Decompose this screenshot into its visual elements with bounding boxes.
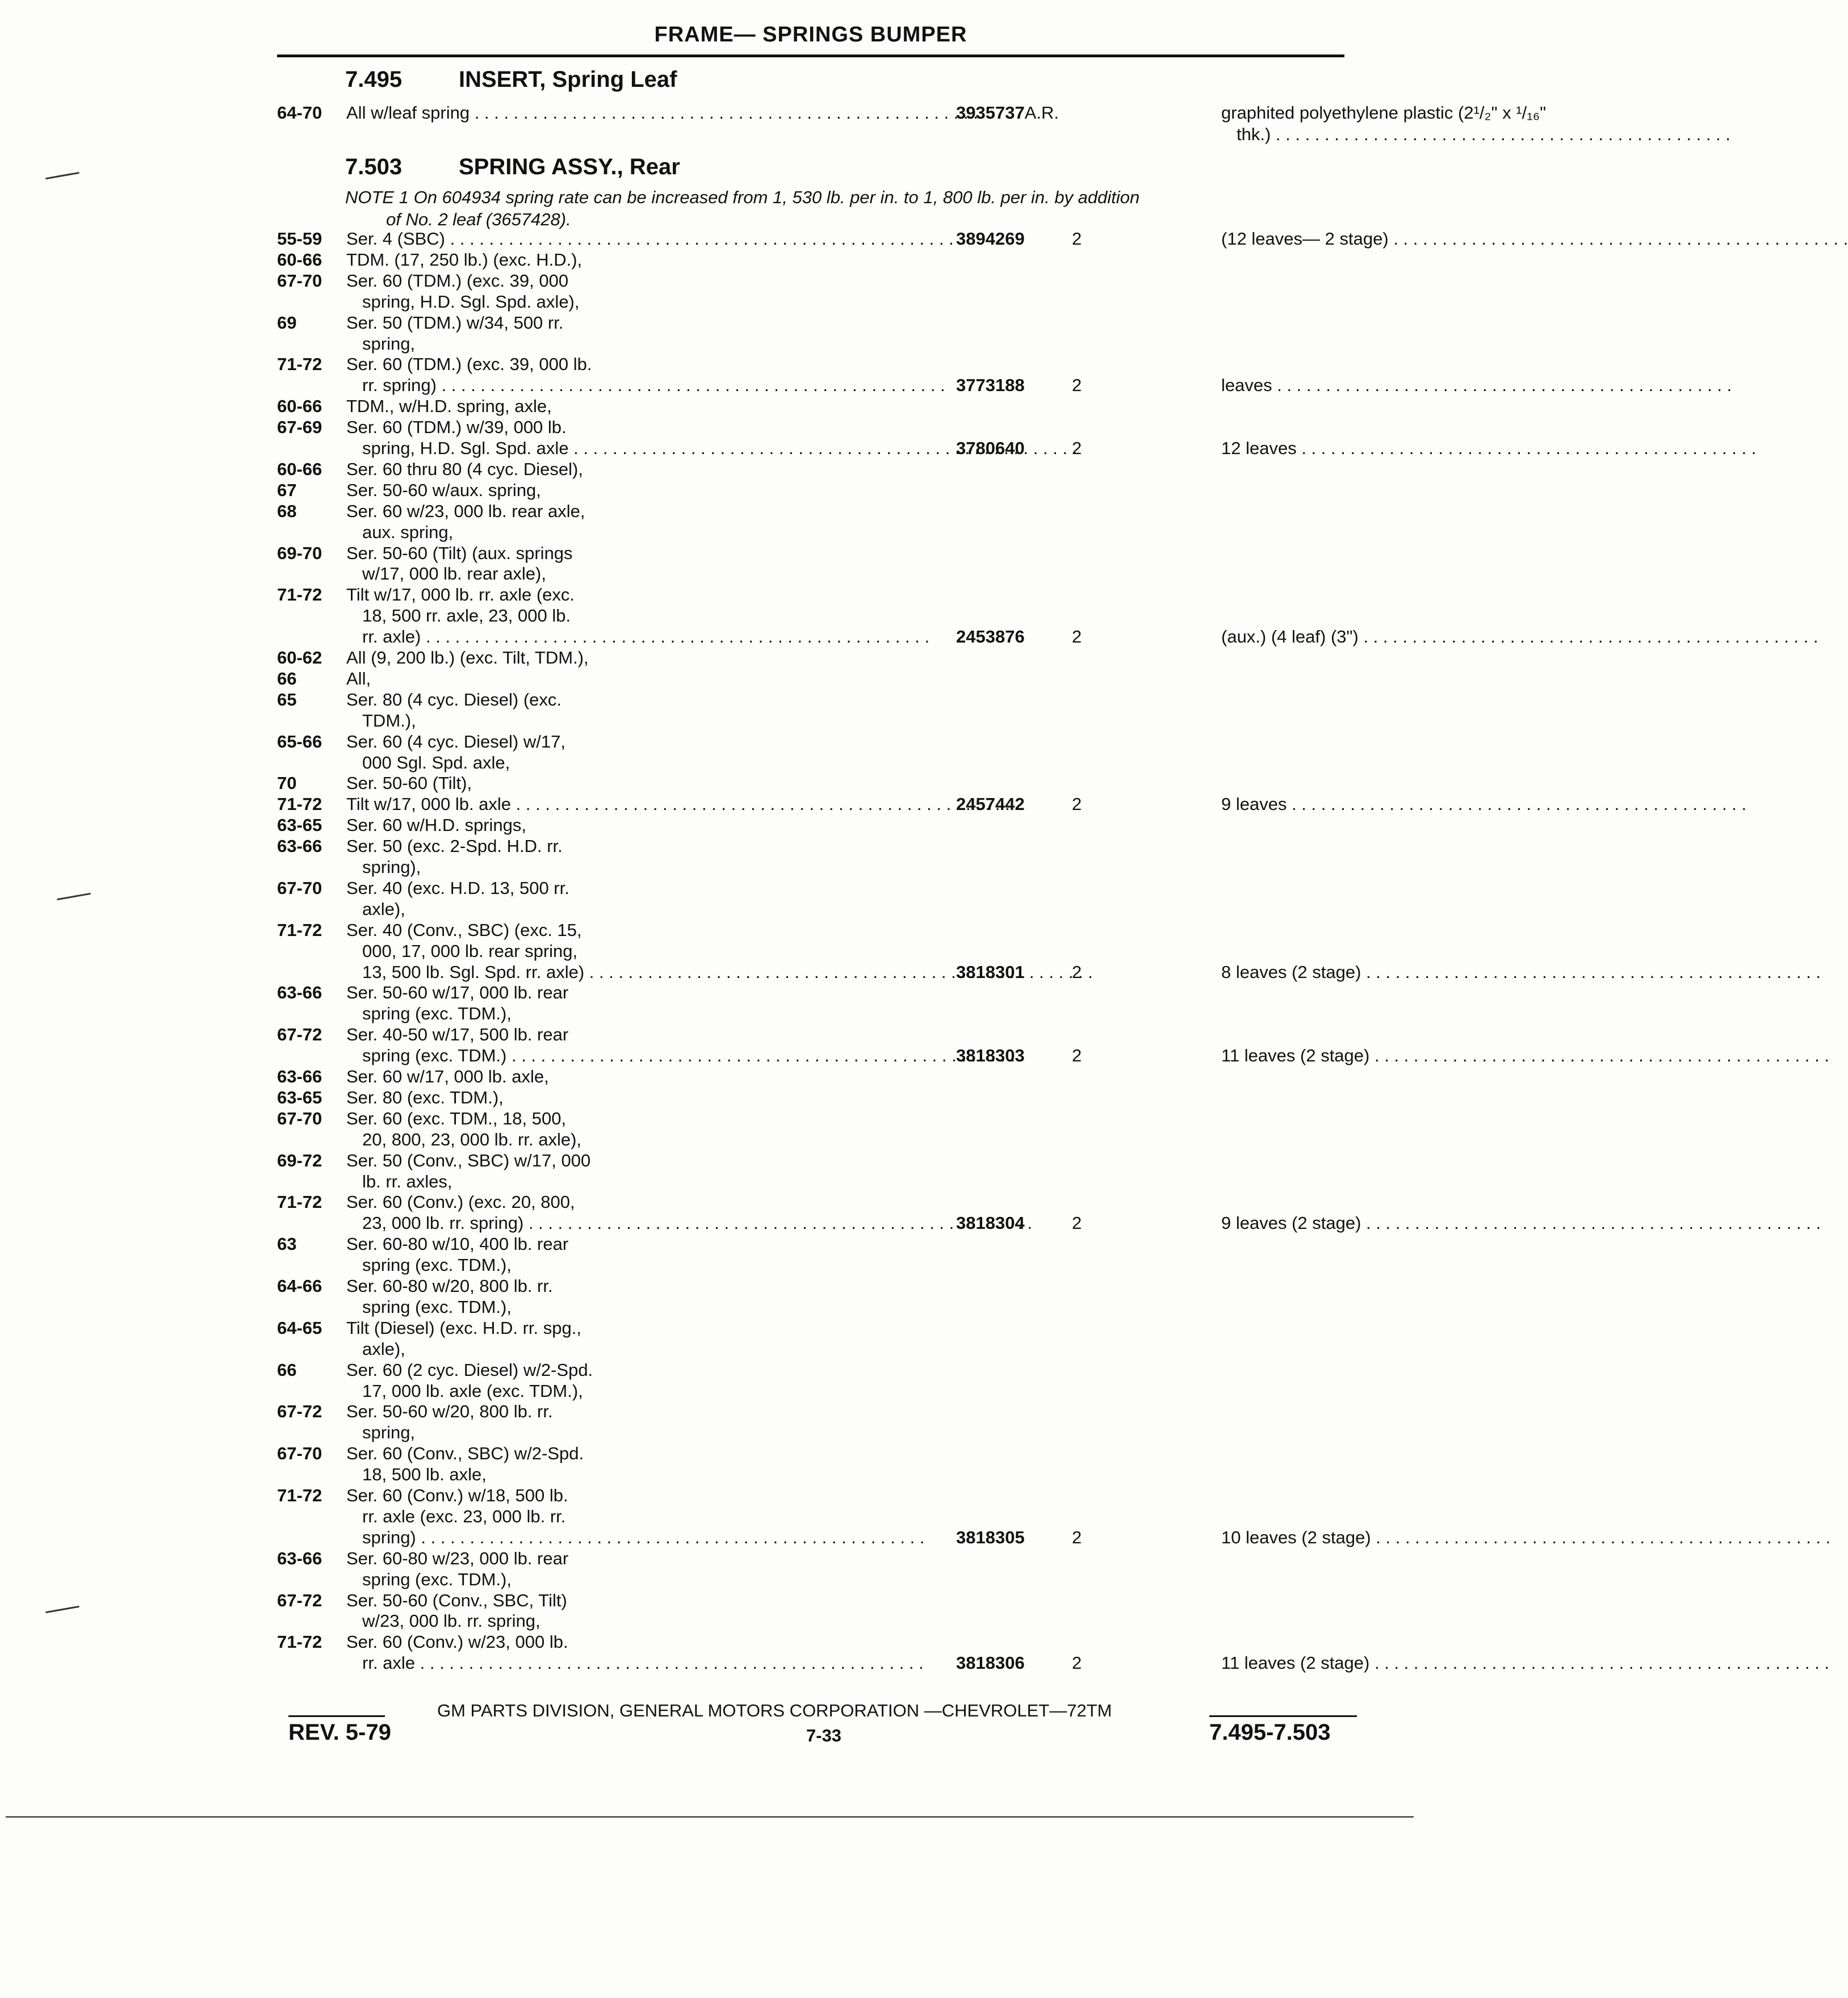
row-application: Tilt w/17, 000 lb. rr. axle (exc. <box>346 585 575 605</box>
row-part-number: 3773188 <box>956 375 1025 395</box>
footer-rule-right <box>1209 1715 1357 1717</box>
row-years: 69-70 <box>277 543 322 563</box>
row-application: Ser. 60 (Conv.) w/18, 500 lb. <box>346 1485 568 1505</box>
parts-row <box>277 228 1389 251</box>
row-description: leaves . . . <box>1221 375 1628 396</box>
row-application: Ser. 4 (SBC) . . . <box>346 228 920 250</box>
row-years: 63-66 <box>277 1067 322 1086</box>
parts-row <box>277 459 1344 481</box>
page-header: FRAME— SPRINGS BUMPER <box>277 23 1344 57</box>
row-years: 66 <box>277 1360 297 1380</box>
parts-row <box>277 1443 1344 1466</box>
row-application: Ser. 50-60 w/aux. spring, <box>346 480 541 500</box>
parts-row <box>277 836 1344 858</box>
row-application: Ser. 60 w/17, 000 lb. axle, <box>346 1067 549 1086</box>
row-years: 67-69 <box>277 417 322 437</box>
row-application: Ser. 60 (TDM.) (exc. 39, 000 <box>346 271 569 291</box>
parts-row <box>277 668 1344 691</box>
parts-row <box>277 1066 1344 1089</box>
row-quantity: 2 <box>1072 1527 1082 1547</box>
row-application: spring, <box>362 1422 416 1442</box>
row-years: 71-72 <box>277 1485 322 1505</box>
parts-row <box>277 354 1344 376</box>
row-application: TDM.), <box>362 711 416 731</box>
row-application: Ser. 80 (4 cyc. Diesel) (exc. <box>346 690 562 710</box>
parts-row <box>277 291 1344 314</box>
parts-row <box>277 1108 1344 1131</box>
row-years: 67-72 <box>277 1025 322 1044</box>
row-years: 71-72 <box>277 1632 322 1652</box>
row-description: (12 leaves— 2 stage) . . . <box>1221 228 1628 250</box>
parts-row <box>277 626 1359 649</box>
section-heading-spring-assy <box>345 154 680 180</box>
parts-row <box>277 124 1344 146</box>
row-quantity: 2 <box>1072 229 1082 249</box>
parts-row <box>277 1359 1344 1382</box>
row-application: Ser. 60-80 w/10, 400 lb. rear <box>346 1234 569 1254</box>
note-line: NOTE 1 On 604934 spring rate can be increased from 1, 530 lb. per in. to 1, 800 lb. per in. by addition <box>345 187 1140 207</box>
row-years: 63-66 <box>277 983 322 1002</box>
row-part-number: 3935737A.R. <box>956 103 1059 123</box>
row-description: graphited polyethylene plastic (2¹/₂" x ¹/₁₆" <box>1221 103 1547 123</box>
parts-row <box>277 1485 1344 1508</box>
row-application: Tilt w/17, 000 lb. axle . . . <box>346 794 920 815</box>
parts-row <box>277 1464 1344 1487</box>
row-years: 71-72 <box>277 354 322 374</box>
row-application: Ser. 80 (exc. TDM.), <box>346 1088 504 1107</box>
row-application: Ser. 50 (Conv., SBC) w/17, 000 <box>346 1151 591 1170</box>
row-years: 71-72 <box>277 1192 322 1212</box>
row-description: 10 leaves (2 stage) . . . <box>1221 1527 1628 1548</box>
row-application: spring (exc. TDM.) . . . <box>346 1045 920 1067</box>
parts-row <box>277 563 1344 586</box>
row-years: 68 <box>277 501 297 521</box>
row-application: 13, 500 lb. Sgl. Spd. rr. axle) . . . <box>346 962 920 983</box>
row-application: spring (exc. TDM.), <box>362 1255 512 1275</box>
row-application: Ser. 50-60 (Conv., SBC, Tilt) <box>346 1590 567 1610</box>
row-application: spring, <box>362 334 416 354</box>
footer-section-range: 7.495-7.503 <box>1209 1720 1331 1745</box>
parts-row <box>277 1254 1344 1277</box>
parts-row <box>277 417 1344 439</box>
parts-row <box>277 333 1344 356</box>
row-quantity: 2 <box>1072 627 1082 647</box>
row-description: 9 leaves (2 stage) . . . <box>1221 1212 1628 1234</box>
parts-row <box>277 752 1344 775</box>
parts-row <box>277 270 1344 293</box>
row-years: 67-70 <box>277 271 322 291</box>
row-years: 65 <box>277 690 297 710</box>
row-description: 8 leaves (2 stage) . . . <box>1221 962 1628 983</box>
parts-row <box>277 1191 1344 1214</box>
parts-row <box>277 543 1344 565</box>
row-application: spring (exc. TDM.), <box>362 1569 512 1589</box>
row-application: spring (exc. TDM.), <box>362 1004 512 1023</box>
row-application: Ser. 50 (TDM.) w/34, 500 rr. <box>346 313 564 333</box>
parts-row <box>277 857 1344 879</box>
parts-row <box>277 1150 1344 1173</box>
row-description: 11 leaves (2 stage) . . . <box>1221 1045 1628 1067</box>
row-application: Ser. 50 (exc. 2-Spd. H.D. rr. <box>346 836 563 856</box>
row-application: w/23, 000 lb. rr. spring, <box>362 1611 540 1631</box>
footer-company: GM PARTS DIVISION, GENERAL MOTORS CORPORATION —CHEVROLET—72TM <box>437 1701 1112 1720</box>
parts-row <box>277 794 1344 816</box>
row-application: Ser. 60 (2 cyc. Diesel) w/2-Spd. <box>346 1360 593 1380</box>
row-years: 71-72 <box>277 585 322 605</box>
parts-row <box>277 1087 1344 1110</box>
row-application: Ser. 60 (exc. TDM., 18, 500, <box>346 1109 567 1128</box>
row-years: 63-66 <box>277 836 322 856</box>
parts-row <box>277 102 1547 125</box>
parts-row <box>277 1212 1361 1235</box>
row-part-number: 3894269 <box>956 229 1025 249</box>
row-application: rr. axle) . . . <box>346 626 920 648</box>
parts-row <box>277 1590 1344 1613</box>
parts-row <box>277 962 1361 984</box>
parts-row <box>277 1003 1344 1026</box>
row-years: 60-66 <box>277 459 322 479</box>
row-years: 67 <box>277 480 297 500</box>
parts-row <box>277 375 1344 397</box>
row-part-number: 3818301 <box>956 962 1025 982</box>
parts-row <box>277 396 1344 418</box>
parts-row <box>277 689 1344 712</box>
parts-row <box>277 710 1344 733</box>
parts-row <box>277 1171 1344 1194</box>
row-application: Ser. 60 (Conv., SBC) w/2-Spd. <box>346 1443 584 1463</box>
row-quantity: 2 <box>1072 1213 1082 1233</box>
row-application: TDM. (17, 250 lb.) (exc. H.D.), <box>346 250 583 270</box>
section-title: INSERT, Spring Leaf <box>459 67 677 92</box>
row-years: 71-72 <box>277 794 322 814</box>
row-application: Ser. 60 w/H.D. springs, <box>346 815 527 835</box>
row-part-number: 3780640 <box>956 438 1025 458</box>
parts-row <box>277 1422 1344 1445</box>
parts-row <box>277 1569 1344 1592</box>
row-quantity: 2 <box>1072 1653 1082 1673</box>
parts-row <box>277 773 1344 795</box>
section-note <box>345 186 1333 230</box>
row-years: 69-72 <box>277 1151 322 1170</box>
row-years: 64-65 <box>277 1318 322 1338</box>
row-application: axle), <box>362 1339 405 1359</box>
parts-row <box>277 1380 1344 1403</box>
row-application: Ser. 60 thru 80 (4 cyc. Diesel), <box>346 459 583 479</box>
row-application: Ser. 40 (Conv., SBC) (exc. 15, <box>346 920 582 940</box>
parts-row <box>277 1024 1344 1047</box>
row-part-number: 3818305 <box>956 1527 1025 1547</box>
parts-row <box>277 1296 1344 1319</box>
section-number: 7.495 <box>345 67 403 92</box>
row-application: rr. axle . . . <box>346 1652 920 1674</box>
row-application: w/17, 000 lb. rear axle), <box>362 564 546 584</box>
row-years: 63-65 <box>277 1088 322 1107</box>
row-part-number: 2453876 <box>956 627 1025 647</box>
row-years: 67-70 <box>277 1443 322 1463</box>
section-heading-insert <box>345 67 677 93</box>
parts-row <box>277 1338 1344 1361</box>
parts-row <box>277 647 1344 670</box>
row-application: All, <box>346 669 371 689</box>
row-years: 64-66 <box>277 1276 322 1296</box>
parts-row <box>277 815 1344 837</box>
row-application: Tilt (Diesel) (exc. H.D. rr. spg., <box>346 1318 581 1338</box>
row-application: 18, 500 rr. axle, 23, 000 lb. <box>362 606 571 626</box>
row-application: spring (exc. TDM.), <box>362 1297 512 1317</box>
row-part-number: 3818304 <box>956 1213 1025 1233</box>
parts-row <box>277 920 1344 942</box>
parts-row <box>277 1045 1370 1068</box>
margin-mark <box>45 172 79 179</box>
note-line: of No. 2 leaf (3657428). <box>386 209 571 229</box>
parts-row <box>277 941 1344 963</box>
row-years: 55-59 <box>277 229 322 249</box>
parts-row <box>277 605 1344 628</box>
row-application: axle), <box>362 899 405 919</box>
row-quantity: A.R. <box>1024 103 1059 123</box>
margin-mark <box>45 1606 79 1613</box>
row-years: 66 <box>277 669 297 689</box>
row-application: Ser. 60 (4 cyc. Diesel) w/17, <box>346 732 565 752</box>
margin-mark <box>57 893 91 900</box>
row-description: 11 leaves (2 stage) . . . <box>1221 1652 1628 1674</box>
row-application: spring) . . . <box>346 1527 920 1548</box>
row-years: 63-66 <box>277 1548 322 1568</box>
parts-row <box>277 1652 1370 1675</box>
parts-row <box>277 982 1344 1005</box>
row-years: 67-72 <box>277 1401 322 1421</box>
row-application: spring, H.D. Sgl. Spd. axle . . . <box>346 438 920 459</box>
row-quantity: 2 <box>1072 375 1082 395</box>
row-application: Ser. 50-60 w/20, 800 lb. rr. <box>346 1401 553 1421</box>
row-application: Ser. 40-50 w/17, 500 lb. rear <box>346 1025 569 1044</box>
parts-row <box>277 1317 1344 1340</box>
row-application: All (9, 200 lb.) (exc. Tilt, TDM.), <box>346 648 589 668</box>
parts-row <box>277 1129 1344 1152</box>
row-part-number: 3818303 <box>956 1046 1025 1065</box>
row-application: Ser. 60 (TDM.) (exc. 39, 000 lb. <box>346 354 592 374</box>
row-application: Ser. 40 (exc. H.D. 13, 500 rr. <box>346 878 569 898</box>
parts-row <box>277 731 1344 754</box>
row-years: 60-66 <box>277 396 322 416</box>
row-years: 71-72 <box>277 920 322 940</box>
row-application: lb. rr. axles, <box>362 1172 452 1191</box>
row-years: 65-66 <box>277 732 322 752</box>
row-application: 000, 17, 000 lb. rear spring, <box>362 941 578 961</box>
row-years: 63-65 <box>277 815 322 835</box>
row-application: aux. spring, <box>362 522 454 542</box>
parts-row <box>277 1275 1344 1298</box>
row-quantity: 2 <box>1072 962 1082 982</box>
row-years: 60-66 <box>277 250 322 270</box>
row-years: 67-70 <box>277 1109 322 1128</box>
parts-row <box>277 312 1344 335</box>
row-description: (aux.) (4 leaf) (3") . . . <box>1221 626 1628 648</box>
row-application: TDM., w/H.D. spring, axle, <box>346 396 552 416</box>
row-years: 70 <box>277 773 297 793</box>
row-application: spring, H.D. Sgl. Spd. axle), <box>362 292 580 312</box>
row-years: 69 <box>277 313 297 333</box>
row-description: 12 leaves . . . <box>1221 438 1628 459</box>
parts-row <box>277 501 1344 523</box>
row-years: 64-70 <box>277 103 322 123</box>
parts-row <box>277 1527 1371 1550</box>
row-application: Ser. 60-80 w/23, 000 lb. rear <box>346 1548 569 1568</box>
row-quantity: 2 <box>1072 794 1082 814</box>
footer-revision: REV. 5-79 <box>288 1720 391 1745</box>
row-part-number: 3818306 <box>956 1653 1025 1673</box>
row-application: 000 Sgl. Spd. axle, <box>362 753 510 773</box>
row-application: 17, 000 lb. axle (exc. TDM.), <box>362 1381 583 1401</box>
row-application: Ser. 60-80 w/20, 800 lb. rr. <box>346 1276 553 1296</box>
parts-row <box>277 584 1344 607</box>
section-title: SPRING ASSY., Rear <box>459 154 680 179</box>
parts-row <box>277 1610 1344 1633</box>
row-part-number: 2457442 <box>956 794 1025 814</box>
parts-row <box>277 899 1344 921</box>
row-application: All w/leaf spring . . . <box>346 102 920 124</box>
row-application: 23, 000 lb. rr. spring) . . . <box>346 1212 920 1234</box>
parts-row <box>277 249 1344 272</box>
parts-row <box>277 1548 1344 1571</box>
parts-row <box>277 1233 1344 1256</box>
row-application: Ser. 50-60 (Tilt) (aux. springs <box>346 543 573 563</box>
footer-rule-left <box>288 1715 385 1717</box>
row-application: Ser. 50-60 w/17, 000 lb. rear <box>346 983 569 1002</box>
parts-row <box>277 438 1344 460</box>
row-quantity: 2 <box>1072 1046 1082 1065</box>
row-years: 63 <box>277 1234 297 1254</box>
footer-page-number: 7-33 <box>806 1726 842 1745</box>
row-description: 9 leaves . . . <box>1221 794 1628 815</box>
row-quantity: 2 <box>1072 438 1082 458</box>
row-application: Ser. 60 (Conv.) w/23, 000 lb. <box>346 1632 568 1652</box>
row-years: 60-62 <box>277 648 322 668</box>
parts-row <box>277 1506 1344 1529</box>
row-years: 67-72 <box>277 1590 322 1610</box>
row-application: rr. spring) . . . <box>346 375 920 396</box>
row-description: thk.) . . . <box>1237 124 1644 145</box>
parts-row <box>277 522 1344 544</box>
row-application: Ser. 60 (TDM.) w/39, 000 lb. <box>346 417 567 437</box>
parts-row <box>277 878 1344 900</box>
row-application: spring), <box>362 857 421 877</box>
row-years: 67-70 <box>277 878 322 898</box>
row-application: 18, 500 lb. axle, <box>362 1464 487 1484</box>
section-number: 7.503 <box>345 154 403 179</box>
scan-bottom-rule <box>6 1816 1414 1817</box>
parts-row <box>277 1631 1344 1654</box>
parts-row <box>277 480 1344 502</box>
row-application: rr. axle (exc. 23, 000 lb. rr. <box>362 1506 566 1526</box>
row-application: Ser. 60 w/23, 000 lb. rear axle, <box>346 501 585 521</box>
row-application: 20, 800, 23, 000 lb. rr. axle), <box>362 1130 582 1149</box>
row-application: Ser. 50-60 (Tilt), <box>346 773 472 793</box>
row-application: Ser. 60 (Conv.) (exc. 20, 800, <box>346 1192 575 1212</box>
parts-row <box>277 1401 1344 1424</box>
